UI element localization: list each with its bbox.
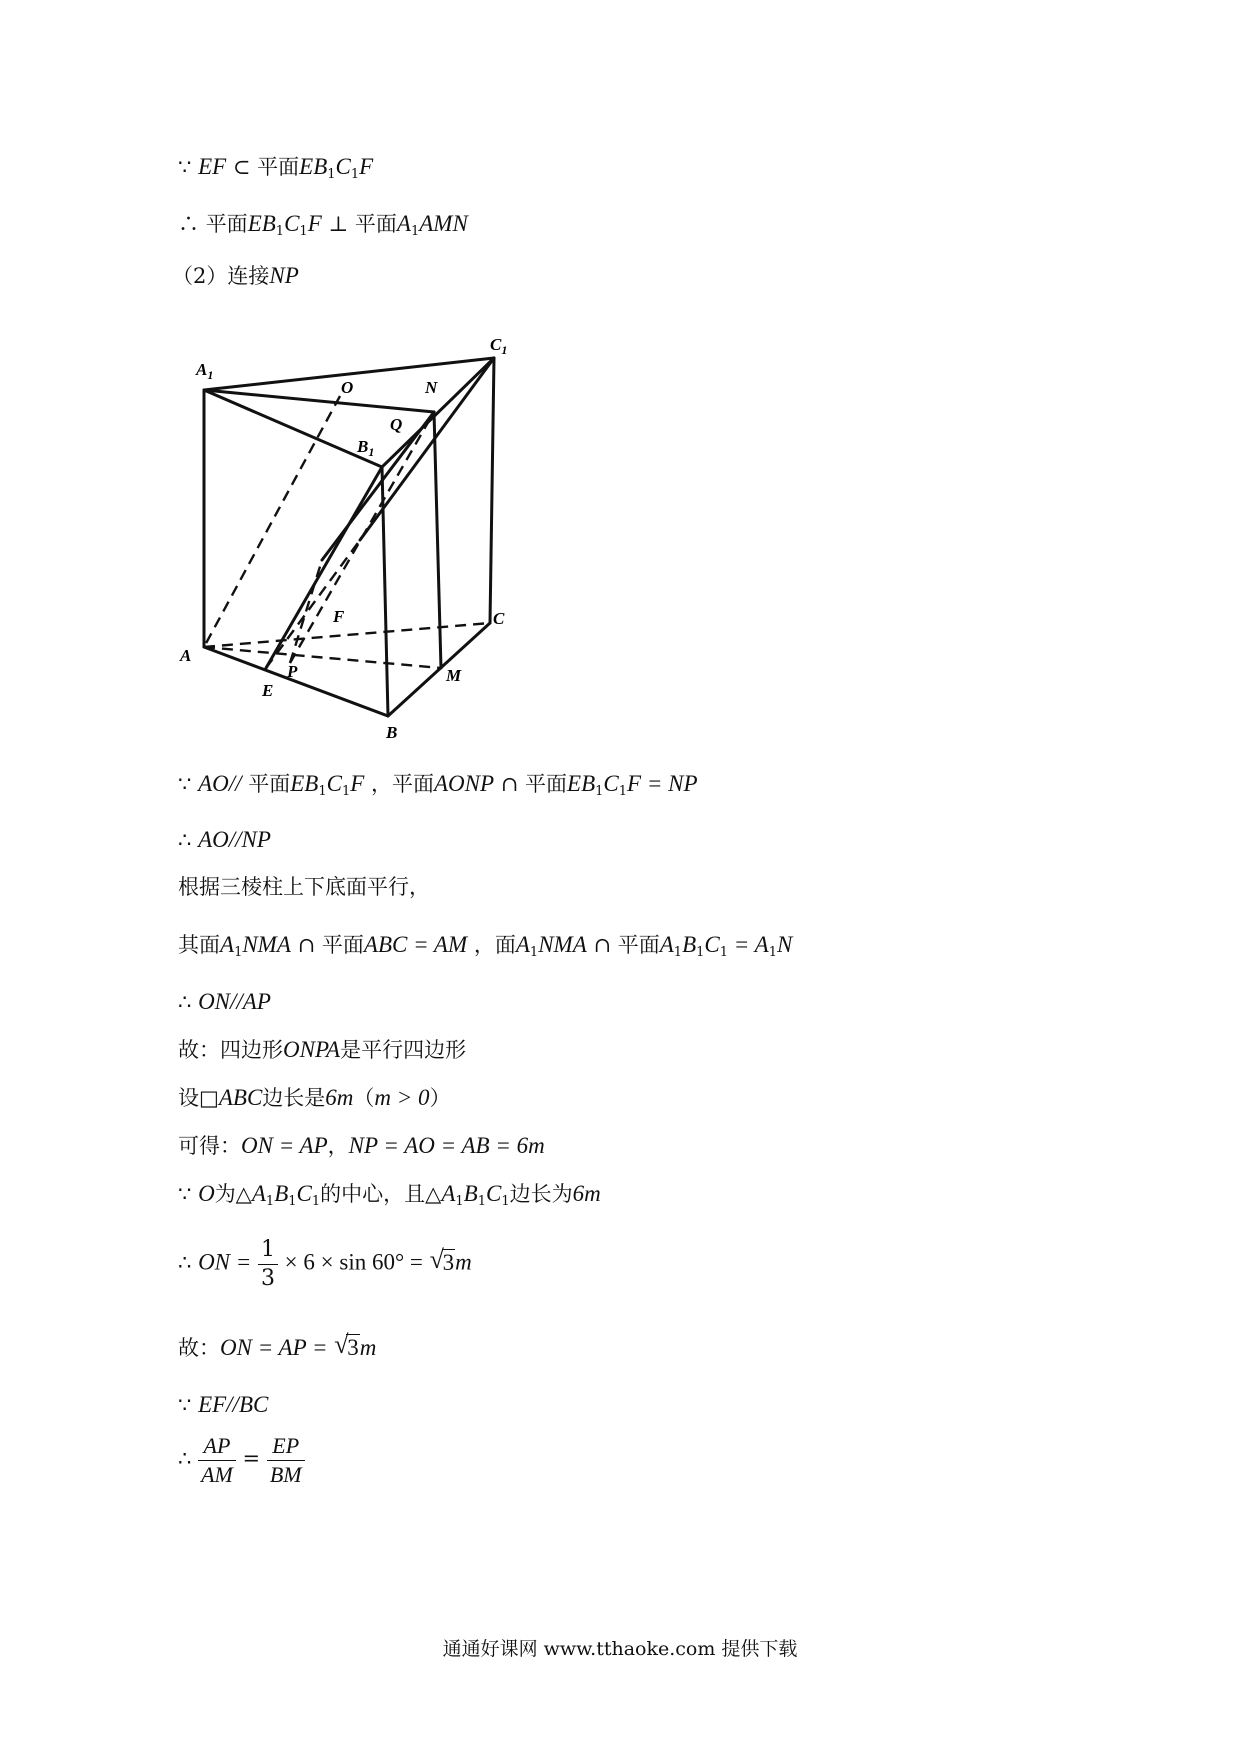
line-1: ∵ EF ⊂ 平面$EB_1C_1F$	[178, 154, 374, 182]
footer-text: 通通好课网 www.tthaoke.com 提供下载	[442, 1638, 798, 1660]
label-C: C	[493, 609, 505, 628]
line-15: ∵ EF//BC	[178, 1392, 269, 1417]
label-B: B	[386, 723, 398, 742]
label-B1: $B_1$	[357, 437, 375, 459]
label-O: O	[341, 378, 354, 397]
fraction-one-third: $\frac{1}{3}$	[258, 1236, 278, 1292]
line-3: （2）连接NP	[172, 263, 299, 288]
label-C1: $C_1$	[490, 335, 508, 357]
line-13: ∴ ON = $\frac{1}{3}$ × 6 × sin 60° = √ 3m	[178, 1237, 472, 1291]
label-F: F	[333, 607, 345, 626]
line-5: ∴ AO//NP	[178, 827, 271, 852]
prism-figure	[175, 335, 535, 745]
line-12: ∵ O为$\triangle A_1B_1C_1$的中心，且$\triangle A_1B_1C_1$边长为6m	[178, 1181, 601, 1209]
line-2: ∴ 平面$EB_1C_1F$ ⊥ 平面$A_1AMN$	[178, 211, 468, 239]
line-10: 设□ABC边长是6m（m > 0）	[178, 1085, 451, 1110]
line-16: ∴ $\frac{AP}{AM}$ = $\frac{EP}{BM}$	[178, 1432, 305, 1488]
sqrt-3: √ 3	[334, 1330, 359, 1360]
sqrt-3: √ 3	[429, 1244, 455, 1275]
line-14: 故：ON = AP = √ 3m	[178, 1330, 377, 1360]
label-E: E	[262, 681, 274, 700]
label-M: M	[446, 666, 462, 685]
label-A1: $A_1$	[196, 360, 214, 382]
line-6: 根据三棱柱上下底面平行，	[178, 875, 430, 899]
line-4: ∵ AO// 平面$EB_1C_1F$ ，平面AONP ∩ 平面$EB_1C_1F$ = NP	[178, 771, 698, 799]
line-11: 可得：ON = AP，NP = AO = AB = 6m	[178, 1133, 545, 1158]
fraction-ep-bm: $\frac{EP}{BM}$	[267, 1432, 305, 1488]
label-P: P	[287, 662, 298, 681]
line-7: 其面$A_1NMA$ ∩ 平面ABC = AM ，面$A_1NMA$ ∩ 平面$A_1B_1C_1 = A_1N$	[178, 932, 793, 960]
line-8: ∴ ON//AP	[178, 989, 271, 1014]
fraction-ap-am: $\frac{AP}{AM}$	[198, 1432, 236, 1488]
label-A: A	[180, 646, 192, 665]
label-Q: Q	[390, 415, 403, 434]
line-9: 故：四边形ONPA是平行四边形	[178, 1037, 467, 1062]
label-N: N	[425, 378, 438, 397]
